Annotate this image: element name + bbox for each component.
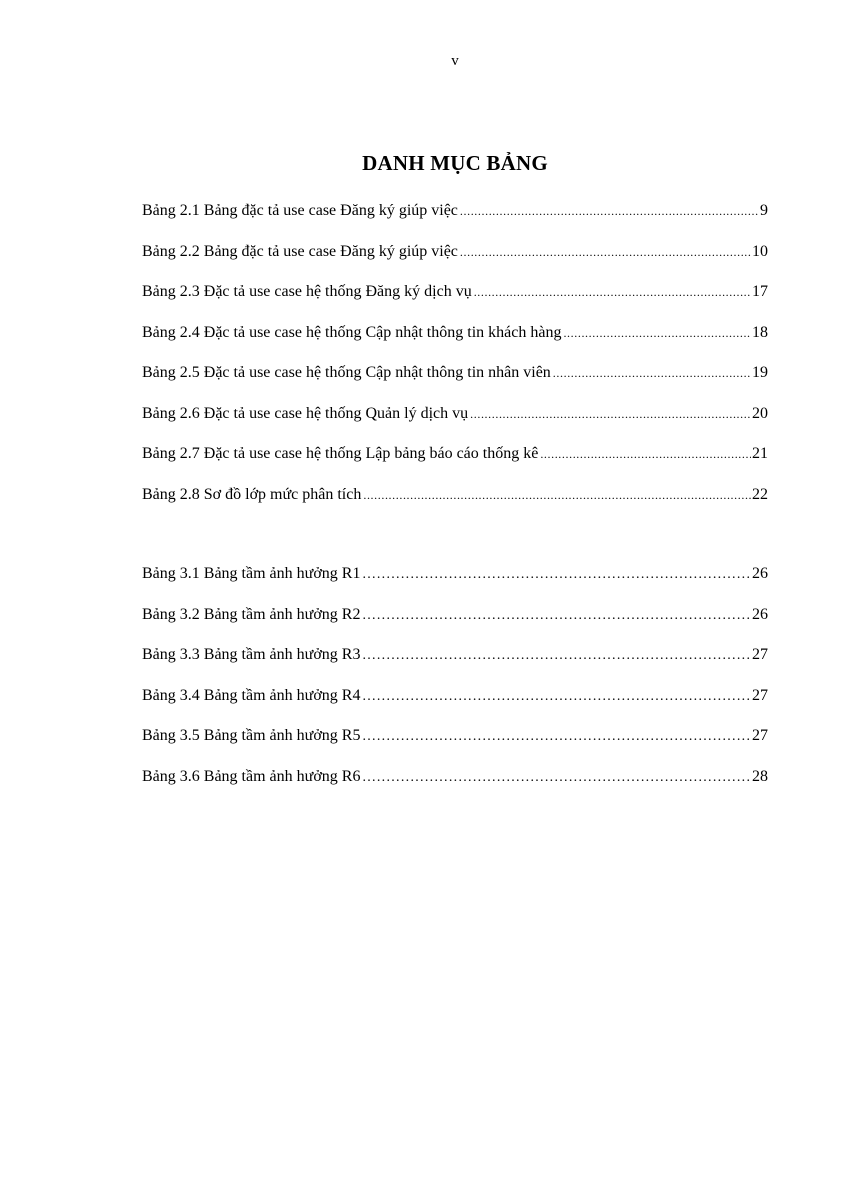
toc-entry[interactable] — [142, 361, 768, 402]
toc-entry-label: Bảng 2.2 Bảng đặc tả use case Đăng ký giúp việc — [142, 242, 458, 260]
toc-entry-page: 26 — [752, 605, 768, 623]
toc-dot-leader — [362, 563, 751, 587]
toc-dot-leader — [362, 685, 751, 709]
toc-entry-page: 27 — [752, 686, 768, 704]
toc-entry[interactable] — [142, 402, 768, 443]
toc-entry-page: 10 — [752, 242, 768, 260]
toc-entry-page: 22 — [752, 485, 768, 503]
toc-dot-leader — [362, 725, 751, 749]
toc-dot-leader — [362, 766, 751, 790]
toc-entry-label: Bảng 2.7 Đặc tả use case hệ thống Lập bảng báo cáo thống kê — [142, 445, 539, 462]
toc-dot-leader — [362, 644, 751, 668]
toc-entry[interactable] — [142, 280, 768, 321]
toc-group-chapter-3 — [142, 562, 768, 805]
toc-dot-leader — [540, 442, 751, 466]
toc-entry-label: Bảng 2.6 Đặc tả use case hệ thống Quản lý dịch vụ — [142, 404, 469, 422]
toc-entry[interactable] — [142, 643, 768, 684]
toc-entry-label: Bảng 2.4 Đặc tả use case hệ thống Cập nhật thông tin khách hàng — [142, 323, 562, 341]
toc-dot-leader — [460, 240, 751, 264]
toc-entry-label: Bảng 3.3 Bảng tầm ảnh hưởng R3 — [142, 646, 361, 663]
toc-entry[interactable] — [142, 321, 768, 362]
toc-entry-label: Bảng 3.4 Bảng tầm ảnh hưởng R4 — [142, 686, 361, 704]
toc-entry-label: Bảng 3.5 Bảng tầm ảnh hưởng R5 — [142, 727, 361, 744]
toc-entry-page: 28 — [752, 767, 768, 785]
page-number: v — [451, 53, 459, 69]
toc-entry[interactable] — [142, 684, 768, 725]
toc-group-chapter-2 — [142, 199, 768, 523]
toc-entry[interactable] — [142, 199, 768, 240]
toc-entry-page: 27 — [752, 727, 768, 744]
toc-entry[interactable] — [142, 765, 768, 806]
toc-entry-label: Bảng 3.1 Bảng tầm ảnh hưởng R1 — [142, 565, 361, 582]
toc-entry-label: Bảng 2.1 Bảng đặc tả use case Đăng ký giúp việc — [142, 202, 458, 219]
toc-entry[interactable] — [142, 240, 768, 281]
toc-dot-leader — [563, 321, 751, 345]
toc-entry-label: Bảng 2.8 Sơ đồ lớp mức phân tích — [142, 485, 362, 503]
toc-entry-label: Bảng 2.3 Đặc tả use case hệ thống Đăng ký dịch vụ — [142, 283, 472, 300]
toc-entry-page: 18 — [752, 323, 768, 341]
toc-dot-leader — [460, 199, 759, 223]
page-title: DANH MỤC BẢNG — [362, 151, 548, 175]
toc-entry-label: Bảng 3.6 Bảng tầm ảnh hưởng R6 — [142, 767, 361, 785]
toc-entry[interactable] — [142, 724, 768, 765]
toc-dot-leader — [474, 280, 751, 304]
toc-dot-leader — [553, 361, 751, 385]
toc-entry-page: 20 — [752, 404, 768, 422]
toc-entry-page: 9 — [760, 202, 768, 219]
toc-entry[interactable] — [142, 603, 768, 644]
toc-entry-label: Bảng 2.5 Đặc tả use case hệ thống Cập nhật thông tin nhân viên — [142, 364, 551, 381]
toc-entry[interactable] — [142, 562, 768, 603]
toc-dot-leader — [470, 402, 751, 426]
toc-entry-page: 27 — [752, 646, 768, 663]
toc-entry-page: 19 — [752, 364, 768, 381]
toc-dot-leader — [363, 483, 751, 507]
toc-entry-page: 21 — [752, 445, 768, 462]
toc-entry-page: 17 — [752, 283, 768, 300]
toc-entry-page: 26 — [752, 565, 768, 582]
toc-entry[interactable] — [142, 483, 768, 524]
toc-dot-leader — [362, 604, 751, 628]
toc-entry[interactable] — [142, 442, 768, 483]
toc-entry-label: Bảng 3.2 Bảng tầm ảnh hưởng R2 — [142, 605, 361, 623]
